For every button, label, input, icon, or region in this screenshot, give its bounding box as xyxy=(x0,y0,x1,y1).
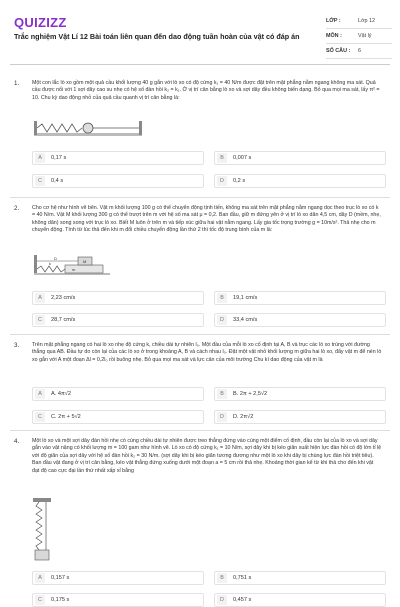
quizizz-logo: QUIZIZZ xyxy=(14,15,67,30)
option-a[interactable] xyxy=(32,151,204,165)
meta-key: MÔN : xyxy=(326,33,342,39)
spring-rubber-figure xyxy=(32,119,144,137)
option-text: 0,007 s xyxy=(233,155,252,161)
option-c[interactable] xyxy=(32,593,204,607)
option-a[interactable] xyxy=(32,571,204,585)
question-number: 3. xyxy=(14,342,20,349)
question-3 xyxy=(14,342,386,382)
option-letter: D xyxy=(217,412,227,422)
question-divider xyxy=(10,334,390,335)
question-text: Trên mặt phẳng ngang có hai lò xo nhẹ độ cứng k, chiều dài tự nhiên l₀. Một đầu của mỗi lò xo cố định tại A, B và trục các lò xo trùng với đường thẳng qua AB. Đầu tự do còn lại của các lò xo ở trong khoảng A, B và cách nhau l₀. Đặt một vật nhỏ khối lượng m giữa hai lò xo, đẩy vật m để nén lò xo gắn với A một đoạn Δl = 0,2l₀ rồi buông nhẹ. Bỏ qua mọi ma sát và lực cản của môi trường Chu kì dao động của vật m là xyxy=(32,342,382,363)
question-text: Một lò xo và một sợi dây đàn hồi nhẹ có cùng chiều dài tự nhiên được treo thẳng đứng vào cùng một điểm cố định, đầu còn lại của lò xo và sợi dây gắn vào vật nặng có khối lượng m = 100 gam như hình vẽ. Lò xo có độ cứng k₁ = 10 N/m, sợi dây khi bị kéo giãn xuất hiện lực đàn hồi có độ lớn tỉ lệ với độ giãn của sợi dây với hệ số đàn hồi k₂ = 30 N/m. (sợi dây khi bị kéo giãn tương đương như một lò xo khi dây bị chùng lực đàn hồi triệt tiêu). Ban đầu vật đang ở vị trí cân bằng, kéo vật thẳng đứng xuống dưới một đoạn a = 5 cm rồi thả nhẹ. Khoảng thời gian kể từ khi thả cho đến khi vật đạt độ cao cực đại lần thứ nhất xấp xỉ bằng xyxy=(32,438,382,474)
option-text: A. 4π√2 xyxy=(51,391,71,397)
option-text: 0,175 s xyxy=(51,597,70,603)
option-letter: C xyxy=(35,412,45,422)
label-small-m: m xyxy=(72,267,76,272)
option-text: 19,1 cm/s xyxy=(233,295,258,301)
block-system-figure xyxy=(32,253,112,277)
option-text: 0,751 s xyxy=(233,575,252,581)
label-k: k xyxy=(49,261,51,266)
question-number: 4. xyxy=(14,438,20,445)
option-letter: A xyxy=(35,153,45,163)
question-4 xyxy=(14,438,386,496)
meta-row-count xyxy=(326,44,392,59)
question-text: Cho cơ hệ như hình vẽ bên. Vật m khối lượng 100 g có thể chuyển động tịnh tiến, không ma sát trên mặt phẳng nằm ngang dọc theo trục lò xo có k = 40 N/m. Vật M khối lượng 300 g có thể trượt trên m với hệ số ma sát μ = 0,2. Ban đầu, giữ m đứng yên ở vị trí lò xo dãn 4,5 cm, dây D (mềm, nhẹ, không dãn) song song với trục lò xo. Biết M luôn ở trên m và tiếp xúc giữa hai vật nằm ngang. Lấy gia tốc trọng trường g = 10m/s². Thả nhẹ cho m chuyển động. Tính từ lúc thả đến khi m đổi chiều chuyển động lần thứ 2 thì tốc độ trung bình của m là: xyxy=(32,205,381,234)
question-number: 1. xyxy=(14,80,20,87)
option-letter: C xyxy=(35,315,45,325)
option-text: 0,4 s xyxy=(51,178,64,184)
option-b[interactable] xyxy=(214,151,386,165)
question-number: 2. xyxy=(14,205,20,212)
option-c[interactable] xyxy=(32,313,204,327)
option-letter: D xyxy=(217,176,227,186)
meta-key: SỐ CÂU : xyxy=(326,48,351,54)
hanging-spring-figure xyxy=(32,498,52,562)
option-a[interactable] xyxy=(32,291,204,305)
page-header xyxy=(0,0,400,62)
option-letter: C xyxy=(35,176,45,186)
option-d[interactable] xyxy=(214,313,386,327)
option-letter: A xyxy=(35,293,45,303)
option-text: C. 2π + 5√2 xyxy=(51,414,81,420)
option-b[interactable] xyxy=(214,571,386,585)
option-letter: D xyxy=(217,595,227,605)
option-text: 2,23 cm/s xyxy=(51,295,76,301)
option-text: 0,17 s xyxy=(51,155,67,161)
option-letter: B xyxy=(217,153,227,163)
question-text: Một con lắc lò xo gồm một quả cầu khối lượng 40 g gắn với lò xo có độ cứng k₁ = 40 N/m được đặt trên mặt phẳng nằm ngang không ma sát. Quả cầu được nối với 1 sợi dây cao su nhẹ có hệ số đàn hồi k₂ = k₁. Ở vị trí cân bằng lò xo và sợi dây đều không biến dạng. Bỏ qua mọi ma sát, lấy π² = 10. Chu kỳ dao động nhỏ của quả cầu quanh vị trí cân bằng là: xyxy=(32,80,380,101)
option-letter: B xyxy=(217,389,227,399)
option-d[interactable] xyxy=(214,593,386,607)
question-divider xyxy=(10,197,390,198)
option-letter: B xyxy=(217,573,227,583)
option-letter: D xyxy=(217,315,227,325)
meta-value: 6 xyxy=(358,48,361,54)
meta-value: Lớp 12 xyxy=(358,18,376,24)
meta-table xyxy=(326,14,392,59)
page-title: Trắc nghiệm Vật Lí 12 Bài toán liên quan đến dao động tuần hoàn của vật có đáp án xyxy=(14,32,300,41)
option-text: B. 2π + 2,5√2 xyxy=(233,391,268,397)
option-text: D. 2π√2 xyxy=(233,414,254,420)
meta-key: LỚP : xyxy=(326,18,341,24)
option-text: 33,4 cm/s xyxy=(233,317,258,323)
meta-row-subject xyxy=(326,29,392,44)
label-d: D xyxy=(54,256,57,261)
option-b[interactable] xyxy=(214,291,386,305)
option-text: 0,457 s xyxy=(233,597,252,603)
option-text: 28,7 cm/s xyxy=(51,317,76,323)
meta-row-class xyxy=(326,14,392,29)
header-divider xyxy=(10,64,390,65)
option-letter: C xyxy=(35,595,45,605)
option-text: 0,157 s xyxy=(51,575,70,581)
option-c[interactable] xyxy=(32,174,204,188)
label-big-m: M xyxy=(83,259,87,264)
option-b[interactable] xyxy=(214,387,386,401)
option-a[interactable] xyxy=(32,387,204,401)
option-letter: A xyxy=(35,573,45,583)
option-c[interactable] xyxy=(32,410,204,424)
meta-value: Vật lý xyxy=(358,33,372,39)
question-divider xyxy=(10,430,390,431)
option-letter: A xyxy=(35,389,45,399)
option-text: 0,2 s xyxy=(233,178,246,184)
option-letter: B xyxy=(217,293,227,303)
option-d[interactable] xyxy=(214,174,386,188)
option-d[interactable] xyxy=(214,410,386,424)
